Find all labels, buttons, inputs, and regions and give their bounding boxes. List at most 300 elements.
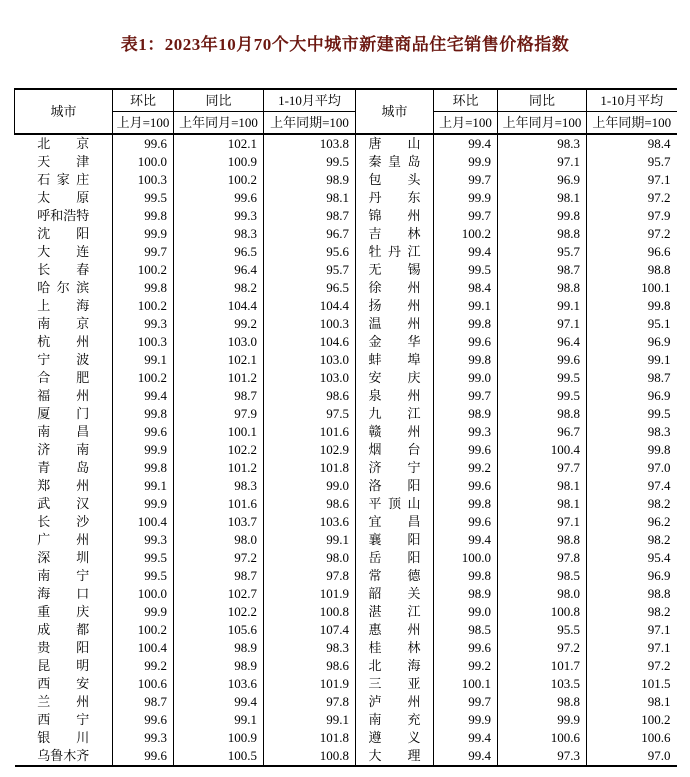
table-row (15, 729, 677, 747)
subheader-avg-base-right: 上年同期=100 (587, 112, 677, 135)
city-name: 西安 (37, 676, 90, 691)
avg-value-cell: 97.2 (647, 190, 671, 205)
yoy-value-cell: 98.1 (498, 495, 587, 513)
table-row (15, 459, 677, 477)
city-name: 无锡 (368, 262, 421, 277)
city-cell (356, 134, 434, 153)
city-name: 南京 (37, 316, 90, 331)
yoy-value-cell: 102.2 (174, 603, 264, 621)
city-name: 深圳 (37, 550, 90, 565)
city-cell (15, 603, 113, 621)
city-cell (356, 189, 434, 207)
avg-value-cell: 97.2 (647, 658, 671, 673)
avg-value-cell: 96.9 (647, 388, 671, 403)
city-name: 哈尔滨 (37, 280, 90, 295)
yoy-value-cell: 98.0 (174, 531, 264, 549)
table-row (15, 225, 677, 243)
yoy-value-cell: 100.5 (174, 747, 264, 766)
yoy-value-cell: 97.2 (498, 639, 587, 657)
mom-value-cell: 99.8 (113, 279, 174, 297)
yoy-value-cell: 101.2 (174, 459, 264, 477)
city-cell (356, 549, 434, 567)
city-cell (15, 189, 113, 207)
mom-value-cell: 99.7 (434, 207, 498, 225)
avg-value-cell: 98.3 (264, 639, 356, 657)
mom-value-cell: 99.8 (434, 495, 498, 513)
mom-value-cell: 99.9 (113, 441, 174, 459)
header-avg-left: 1-10月平均 (264, 89, 356, 112)
mom-value-cell: 99.6 (434, 513, 498, 531)
city-name: 乌鲁木齐 (37, 748, 90, 763)
table-row (15, 261, 677, 279)
city-name: 蚌埠 (368, 352, 421, 367)
table-row (15, 603, 677, 621)
avg-value-cell: 103.0 (264, 351, 356, 369)
avg-value-cell: 103.6 (264, 513, 356, 531)
city-cell (356, 585, 434, 603)
city-name: 武汉 (37, 496, 90, 511)
yoy-value-cell: 102.1 (174, 134, 264, 153)
yoy-value-cell: 100.4 (498, 441, 587, 459)
mom-value-cell: 100.3 (113, 171, 174, 189)
city-cell (356, 531, 434, 549)
city-cell (356, 675, 434, 693)
city-cell (356, 351, 434, 369)
yoy-value-cell: 99.1 (174, 711, 264, 729)
avg-value-cell: 98.8 (647, 586, 671, 601)
avg-value-cell: 98.7 (264, 207, 356, 225)
avg-value-cell: 99.8 (647, 298, 671, 313)
city-cell (15, 729, 113, 747)
mom-value-cell: 99.9 (434, 153, 498, 171)
city-cell (15, 315, 113, 333)
avg-value-cell: 98.6 (264, 657, 356, 675)
yoy-value-cell: 99.8 (498, 207, 587, 225)
header-city-left: 城市 (15, 89, 113, 134)
avg-value-cell: 100.2 (641, 712, 671, 727)
mom-value-cell: 98.7 (113, 693, 174, 711)
yoy-value-cell: 98.5 (498, 567, 587, 585)
avg-value-cell: 100.3 (264, 315, 356, 333)
yoy-value-cell: 96.4 (498, 333, 587, 351)
subheader-mom-base-left: 上月=100 (113, 112, 174, 135)
table-row (15, 153, 677, 171)
yoy-value-cell: 96.5 (174, 243, 264, 261)
avg-value-cell: 97.0 (647, 748, 671, 763)
city-name: 韶关 (368, 586, 421, 601)
city-name: 金华 (368, 334, 421, 349)
city-cell (356, 657, 434, 675)
mom-value-cell: 99.4 (434, 747, 498, 766)
table-row (15, 693, 677, 711)
yoy-value-cell: 97.1 (498, 315, 587, 333)
city-name: 合肥 (37, 370, 90, 385)
city-cell (356, 693, 434, 711)
avg-value-cell: 99.8 (647, 442, 671, 457)
header-mom-right: 环比 (434, 89, 498, 112)
avg-value-cell: 101.6 (264, 423, 356, 441)
avg-value-cell: 98.1 (647, 694, 671, 709)
mom-value-cell: 99.7 (434, 387, 498, 405)
avg-value-cell: 97.1 (647, 622, 671, 637)
yoy-value-cell: 102.7 (174, 585, 264, 603)
mom-value-cell: 99.4 (434, 134, 498, 153)
avg-value-cell: 102.9 (264, 441, 356, 459)
city-cell (15, 495, 113, 513)
yoy-value-cell: 98.1 (498, 189, 587, 207)
city-name: 桂林 (368, 640, 421, 655)
header-mom-left: 环比 (113, 89, 174, 112)
avg-value-cell: 97.1 (647, 640, 671, 655)
avg-value-cell: 97.2 (647, 226, 671, 241)
city-name: 三亚 (368, 676, 421, 691)
mom-value-cell: 99.6 (113, 134, 174, 153)
city-cell (356, 171, 434, 189)
mom-value-cell: 99.9 (434, 711, 498, 729)
avg-value-cell: 99.5 (264, 153, 356, 171)
header-yoy-right: 同比 (498, 89, 587, 112)
mom-value-cell: 99.5 (434, 261, 498, 279)
avg-value-cell: 99.0 (264, 477, 356, 495)
subheader-mom-base-right: 上月=100 (434, 112, 498, 135)
city-name: 惠州 (368, 622, 421, 637)
mom-value-cell: 99.4 (434, 531, 498, 549)
table-row (15, 279, 677, 297)
city-cell (356, 477, 434, 495)
avg-value-cell: 96.9 (647, 568, 671, 583)
city-name: 泉州 (368, 388, 421, 403)
yoy-value-cell: 102.1 (174, 351, 264, 369)
city-name: 丹东 (368, 190, 421, 205)
table-row (15, 675, 677, 693)
yoy-value-cell: 98.3 (174, 477, 264, 495)
city-name: 襄阳 (368, 532, 421, 547)
header-row-bases (15, 112, 677, 135)
table-row (15, 369, 677, 387)
table-row (15, 351, 677, 369)
city-cell (356, 747, 434, 766)
mom-value-cell: 100.3 (113, 333, 174, 351)
city-cell (15, 657, 113, 675)
yoy-value-cell: 98.8 (498, 279, 587, 297)
mom-value-cell: 99.3 (113, 315, 174, 333)
avg-value-cell: 98.1 (264, 189, 356, 207)
mom-value-cell: 99.2 (434, 657, 498, 675)
avg-value-cell: 100.6 (641, 730, 671, 745)
city-cell (356, 405, 434, 423)
table-row (15, 315, 677, 333)
table-row (15, 747, 677, 766)
mom-value-cell: 99.7 (434, 693, 498, 711)
table-row (15, 243, 677, 261)
mom-value-cell: 99.6 (434, 441, 498, 459)
subheader-avg-base-left: 上年同期=100 (264, 112, 356, 135)
mom-value-cell: 100.0 (434, 549, 498, 567)
mom-value-cell: 99.8 (113, 207, 174, 225)
city-name: 洛阳 (368, 478, 421, 493)
city-name: 杭州 (37, 334, 90, 349)
yoy-value-cell: 103.6 (174, 675, 264, 693)
city-cell (15, 621, 113, 639)
city-cell (356, 297, 434, 315)
city-name: 沈阳 (37, 226, 90, 241)
yoy-value-cell: 99.6 (174, 189, 264, 207)
city-cell (15, 261, 113, 279)
city-name: 南昌 (37, 424, 90, 439)
yoy-value-cell: 97.9 (174, 405, 264, 423)
mom-value-cell: 100.2 (113, 369, 174, 387)
mom-value-cell: 100.0 (113, 153, 174, 171)
city-name: 贵阳 (37, 640, 90, 655)
table-row (15, 567, 677, 585)
yoy-value-cell: 103.5 (498, 675, 587, 693)
city-cell (356, 711, 434, 729)
yoy-value-cell: 101.6 (174, 495, 264, 513)
city-name: 天津 (37, 154, 90, 169)
header-city-right: 城市 (356, 89, 434, 134)
city-name: 南充 (368, 712, 421, 727)
avg-value-cell: 97.9 (647, 208, 671, 223)
city-cell (15, 567, 113, 585)
table-row (15, 207, 677, 225)
mom-value-cell: 99.6 (113, 423, 174, 441)
mom-value-cell: 99.7 (113, 243, 174, 261)
table-body (15, 134, 677, 766)
avg-value-cell: 98.2 (647, 496, 671, 511)
avg-value-cell: 98.8 (647, 262, 671, 277)
city-name: 徐州 (368, 280, 421, 295)
city-name: 扬州 (368, 298, 421, 313)
yoy-value-cell: 100.9 (174, 729, 264, 747)
avg-value-cell: 107.4 (264, 621, 356, 639)
city-cell (15, 153, 113, 171)
city-name: 海口 (37, 586, 90, 601)
city-name: 昆明 (37, 658, 90, 673)
city-name: 济南 (37, 442, 90, 457)
yoy-value-cell: 98.0 (498, 585, 587, 603)
avg-value-cell: 101.9 (264, 585, 356, 603)
avg-value-cell: 98.6 (264, 495, 356, 513)
city-cell (15, 207, 113, 225)
mom-value-cell: 99.9 (113, 225, 174, 243)
yoy-value-cell: 99.5 (498, 387, 587, 405)
mom-value-cell: 99.6 (434, 639, 498, 657)
city-name: 济宁 (368, 460, 421, 475)
city-name: 北海 (368, 658, 421, 673)
city-name: 温州 (368, 316, 421, 331)
yoy-value-cell: 103.7 (174, 513, 264, 531)
table-row (15, 333, 677, 351)
city-cell (356, 261, 434, 279)
city-name: 安庆 (368, 370, 421, 385)
city-name: 银川 (37, 730, 90, 745)
table-row (15, 549, 677, 567)
avg-value-cell: 103.0 (264, 369, 356, 387)
city-cell (356, 279, 434, 297)
yoy-value-cell: 98.8 (498, 531, 587, 549)
mom-value-cell: 99.3 (113, 729, 174, 747)
avg-value-cell: 96.7 (264, 225, 356, 243)
city-cell (356, 639, 434, 657)
city-cell (15, 747, 113, 766)
table-row (15, 477, 677, 495)
yoy-value-cell: 97.1 (498, 513, 587, 531)
avg-value-cell: 97.0 (647, 460, 671, 475)
mom-value-cell: 98.5 (434, 621, 498, 639)
city-name: 烟台 (368, 442, 421, 457)
avg-value-cell: 95.7 (264, 261, 356, 279)
yoy-value-cell: 97.7 (498, 459, 587, 477)
table-row (15, 621, 677, 639)
mom-value-cell: 99.8 (113, 459, 174, 477)
avg-value-cell: 97.1 (647, 172, 671, 187)
city-name: 吉林 (368, 226, 421, 241)
table-row (15, 585, 677, 603)
avg-value-cell: 101.5 (641, 676, 671, 691)
avg-value-cell: 104.4 (264, 297, 356, 315)
mom-value-cell: 99.9 (113, 495, 174, 513)
table-title: 表1：2023年10月70个大中城市新建商品住宅销售价格指数 (120, 35, 570, 54)
mom-value-cell: 100.4 (113, 639, 174, 657)
yoy-value-cell: 99.4 (174, 693, 264, 711)
avg-value-cell: 99.5 (647, 406, 671, 421)
yoy-value-cell: 100.9 (174, 153, 264, 171)
city-name: 厦门 (37, 406, 90, 421)
yoy-value-cell: 97.2 (174, 549, 264, 567)
city-name: 平顶山 (368, 496, 421, 511)
mom-value-cell: 99.8 (434, 567, 498, 585)
mom-value-cell: 99.1 (113, 351, 174, 369)
avg-value-cell: 98.0 (264, 549, 356, 567)
avg-value-cell: 95.1 (647, 316, 671, 331)
mom-value-cell: 100.0 (113, 585, 174, 603)
yoy-value-cell: 98.7 (174, 567, 264, 585)
yoy-value-cell: 102.2 (174, 441, 264, 459)
avg-value-cell: 98.6 (264, 387, 356, 405)
city-cell (15, 477, 113, 495)
yoy-value-cell: 95.7 (498, 243, 587, 261)
avg-value-cell: 96.5 (264, 279, 356, 297)
city-cell (356, 495, 434, 513)
yoy-value-cell: 98.8 (498, 693, 587, 711)
city-name: 湛江 (368, 604, 421, 619)
table-row (15, 189, 677, 207)
mom-value-cell: 100.2 (434, 225, 498, 243)
mom-value-cell: 99.6 (434, 477, 498, 495)
yoy-value-cell: 95.5 (498, 621, 587, 639)
city-name: 大理 (368, 748, 421, 763)
table-row (15, 441, 677, 459)
city-cell (356, 333, 434, 351)
city-name: 北京 (37, 136, 90, 151)
avg-value-cell: 98.9 (264, 171, 356, 189)
city-cell (356, 441, 434, 459)
city-name: 秦皇岛 (368, 154, 421, 169)
table-row (15, 639, 677, 657)
city-cell (15, 531, 113, 549)
avg-value-cell: 98.2 (647, 532, 671, 547)
city-cell (356, 621, 434, 639)
mom-value-cell: 99.2 (434, 459, 498, 477)
city-cell (15, 711, 113, 729)
yoy-value-cell: 97.8 (498, 549, 587, 567)
mom-value-cell: 99.9 (113, 603, 174, 621)
yoy-value-cell: 100.8 (498, 603, 587, 621)
city-name: 大连 (37, 244, 90, 259)
avg-value-cell: 99.1 (264, 711, 356, 729)
avg-value-cell: 101.8 (264, 729, 356, 747)
avg-value-cell: 103.8 (264, 134, 356, 153)
yoy-value-cell: 99.3 (174, 207, 264, 225)
city-cell (15, 387, 113, 405)
avg-value-cell: 96.2 (647, 514, 671, 529)
mom-value-cell: 99.7 (434, 171, 498, 189)
yoy-value-cell: 98.3 (174, 225, 264, 243)
yoy-value-cell: 99.1 (498, 297, 587, 315)
avg-value-cell: 101.9 (264, 675, 356, 693)
mom-value-cell: 99.1 (434, 297, 498, 315)
city-cell (356, 369, 434, 387)
city-cell (15, 585, 113, 603)
city-cell (356, 315, 434, 333)
city-name: 常德 (368, 568, 421, 583)
city-cell (356, 153, 434, 171)
table-row (15, 657, 677, 675)
yoy-value-cell: 98.8 (498, 405, 587, 423)
avg-value-cell: 99.1 (647, 352, 671, 367)
mom-value-cell: 99.5 (113, 567, 174, 585)
avg-value-cell: 98.4 (647, 136, 671, 151)
yoy-value-cell: 101.2 (174, 369, 264, 387)
mom-value-cell: 99.8 (113, 405, 174, 423)
city-cell (356, 423, 434, 441)
city-name: 唐山 (368, 136, 421, 151)
avg-value-cell: 95.4 (647, 550, 671, 565)
avg-value-cell: 99.1 (264, 531, 356, 549)
yoy-value-cell: 99.5 (498, 369, 587, 387)
city-cell (15, 243, 113, 261)
city-cell (15, 297, 113, 315)
subheader-yoy-base-left: 上年同月=100 (174, 112, 264, 135)
yoy-value-cell: 101.7 (498, 657, 587, 675)
yoy-value-cell: 96.7 (498, 423, 587, 441)
yoy-value-cell: 98.9 (174, 657, 264, 675)
avg-value-cell: 96.9 (647, 334, 671, 349)
city-cell (15, 549, 113, 567)
mom-value-cell: 99.5 (113, 549, 174, 567)
yoy-value-cell: 97.3 (498, 747, 587, 766)
yoy-value-cell: 99.2 (174, 315, 264, 333)
header-row-groups (15, 89, 677, 112)
avg-value-cell: 100.1 (641, 280, 671, 295)
city-cell (356, 459, 434, 477)
yoy-value-cell: 98.3 (498, 134, 587, 153)
city-cell (15, 369, 113, 387)
mom-value-cell: 100.2 (113, 297, 174, 315)
city-name: 呼和浩特 (37, 208, 90, 223)
avg-value-cell: 97.8 (264, 567, 356, 585)
mom-value-cell: 99.4 (434, 729, 498, 747)
header-avg-right: 1-10月平均 (587, 89, 677, 112)
city-cell (15, 351, 113, 369)
yoy-value-cell: 100.6 (498, 729, 587, 747)
avg-value-cell: 97.8 (264, 693, 356, 711)
city-name: 兰州 (37, 694, 90, 709)
city-cell (356, 603, 434, 621)
table-row (15, 171, 677, 189)
mom-value-cell: 99.8 (434, 315, 498, 333)
mom-value-cell: 99.6 (113, 747, 174, 766)
